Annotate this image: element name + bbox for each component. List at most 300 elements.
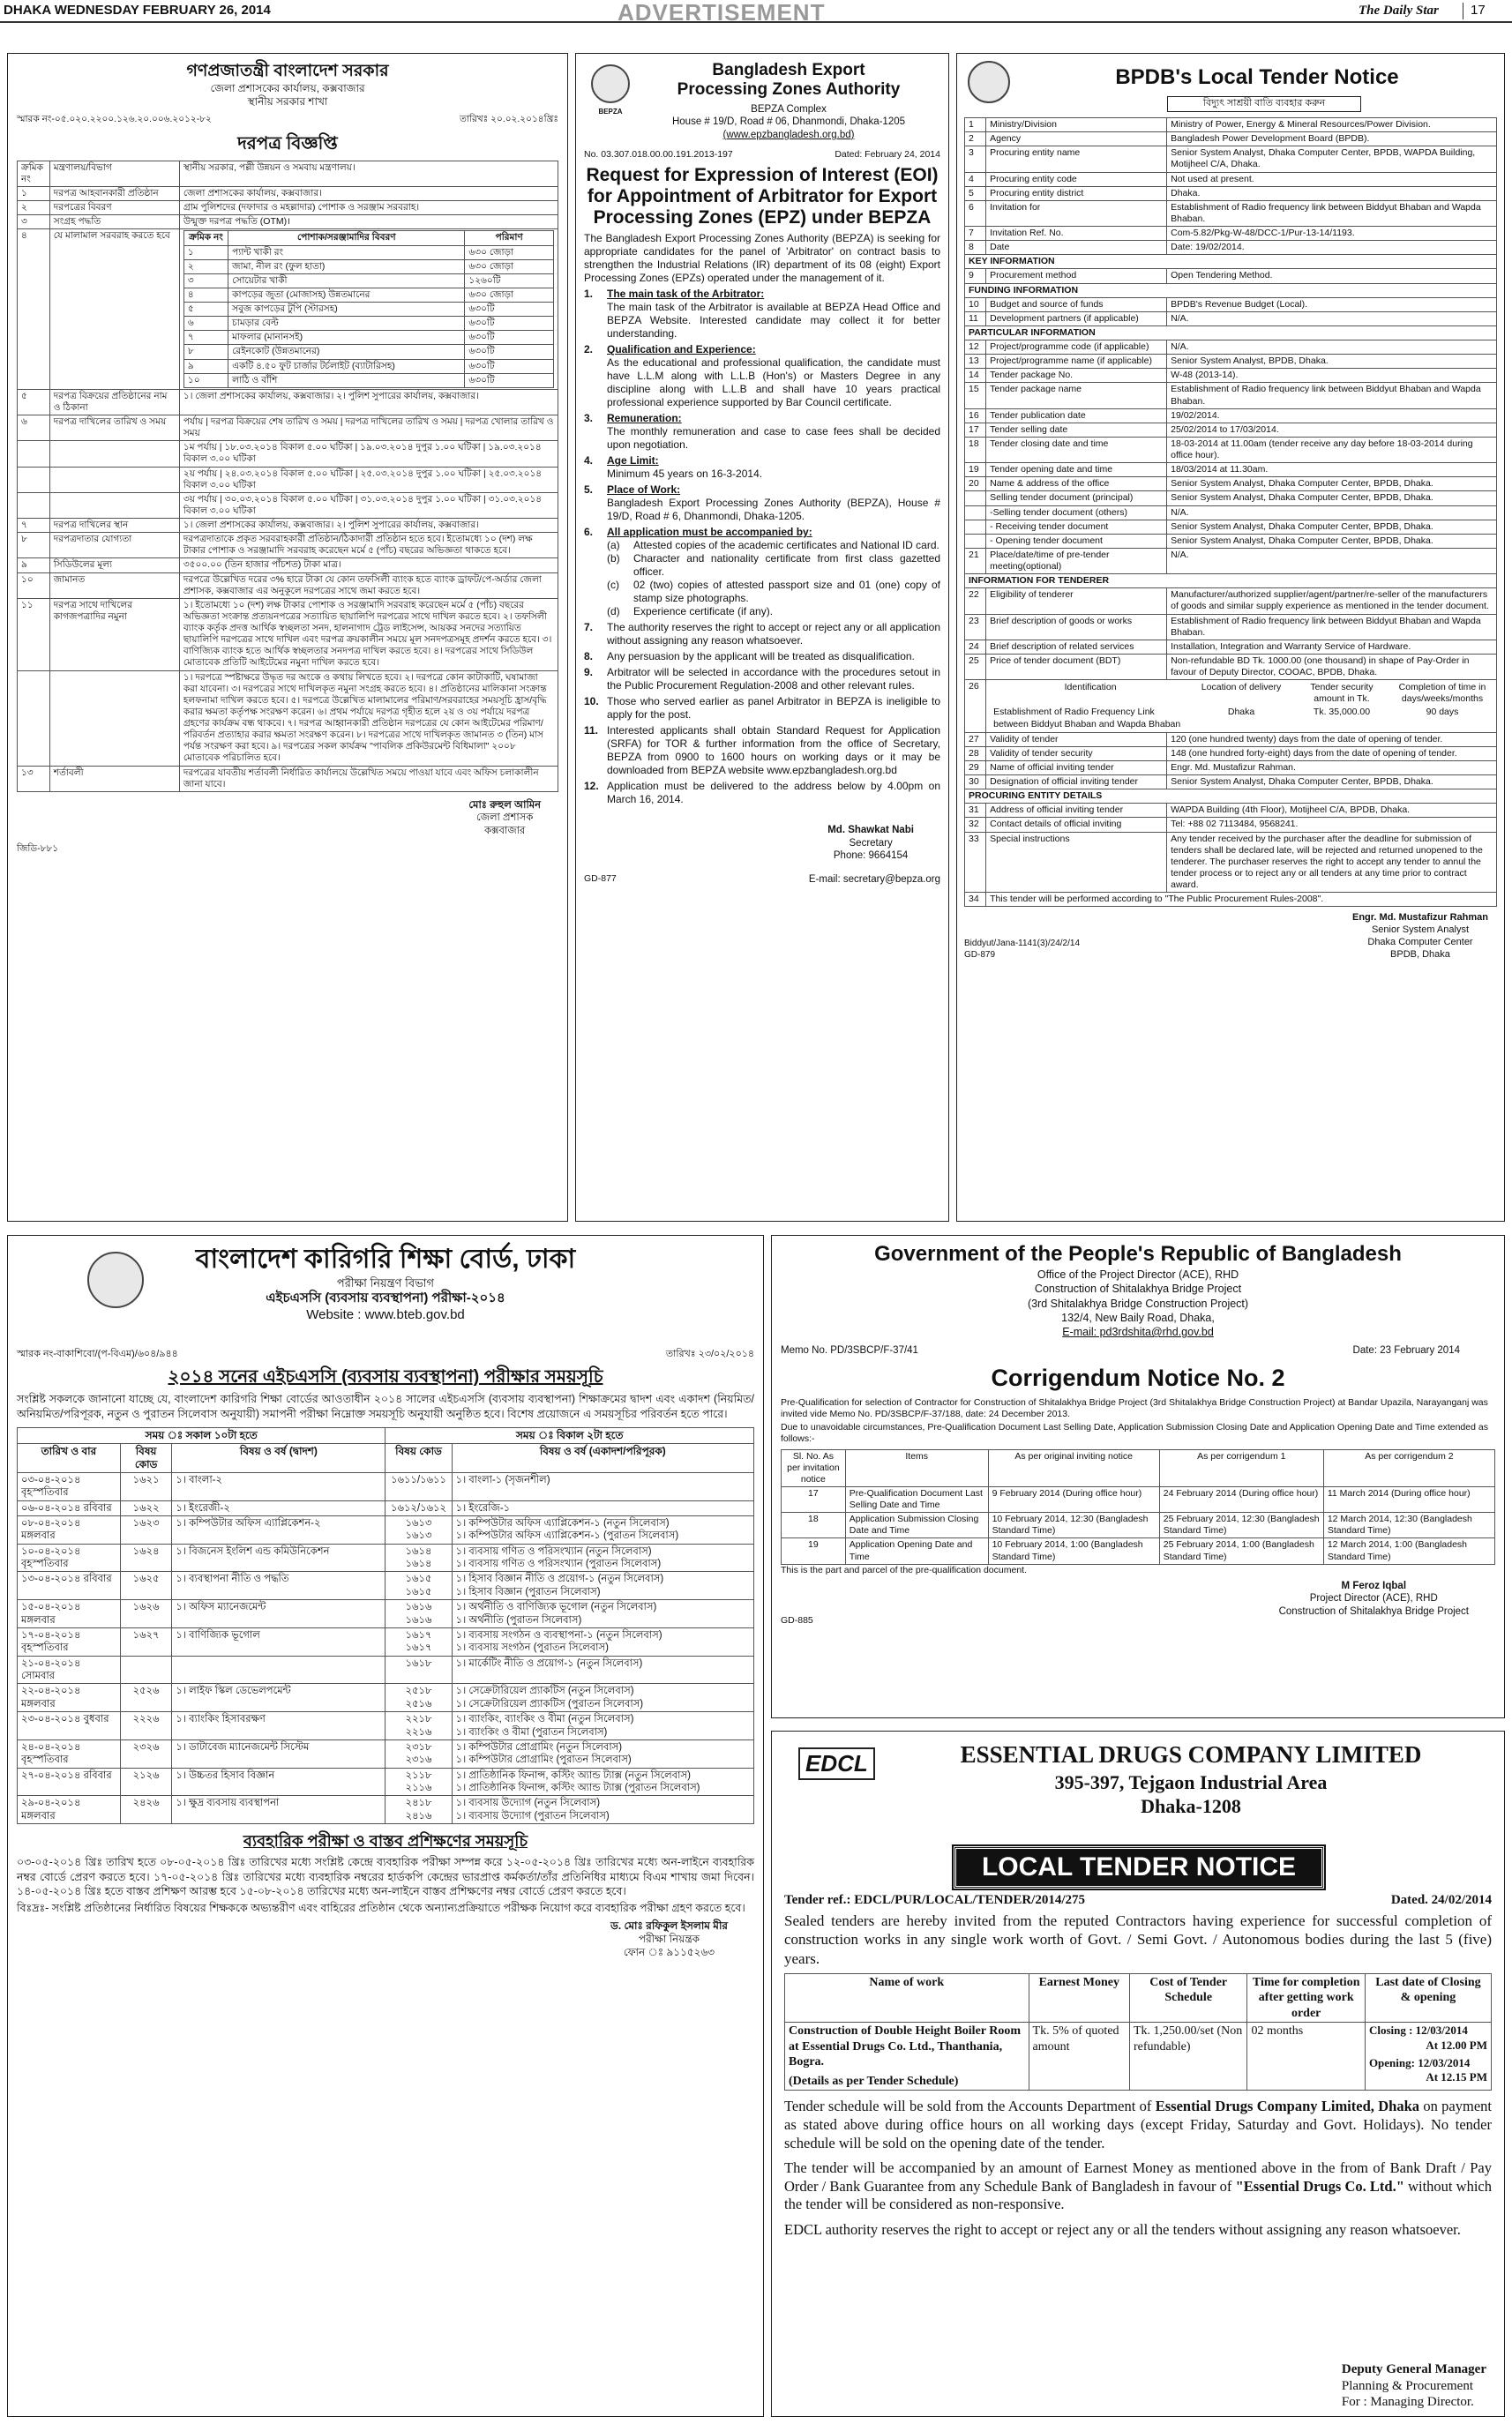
ad1-item-cell: রেইনকোট (উন্নতমানের) [228, 345, 465, 359]
ad5-row [782, 1513, 1495, 1538]
ad3-row [965, 534, 1497, 548]
ad3-cell-value: Senior System Analyst, BPDB, Dhaka. [1167, 355, 1497, 369]
ad5-cell: 18 [782, 1513, 846, 1538]
ad3-cell-value: N/A. [1167, 340, 1497, 355]
ad1-row [18, 598, 558, 670]
ad6-time: 02 months [1247, 2023, 1365, 2091]
ad3-title: BPDB's Local Tender Notice [1115, 65, 1399, 89]
ad3-cell-no: 34 [965, 893, 986, 907]
ad1-cell-label: দরপত্র সাথে দাখিলের কাগজপত্রাদির নমুনা [49, 598, 179, 670]
ad4-cell-line: ১। সেক্রেটারিয়েল প্র্যাকটিস (নতুন সিলেবাস) [455, 1686, 634, 1697]
ad2-item-body [607, 666, 940, 692]
ad4-web[interactable]: Website : www.bteb.gov.bd [306, 1306, 465, 1322]
ad4-cell-line: ১। কম্পিউটার প্রোগ্রামিং (পুরাতন সিলেবাস) [455, 1754, 632, 1766]
ad3-cell-value: 19/02/2014. [1167, 408, 1497, 423]
ad1-cell-label: দরপত্র বিক্রয়ের প্রতিষ্ঠানের নাম ও ঠিকানা [49, 389, 179, 415]
ad5-cell: Application Opening Date and Time [845, 1538, 988, 1564]
ad1-cell-label: শর্তাবলী [49, 766, 179, 791]
ad1-row [18, 492, 558, 518]
ad1-items-header: পোশাক/সরঞ্জামাদির বিবরণ [228, 231, 465, 245]
ad3-cell-no: 29 [965, 760, 986, 774]
ad2-item [584, 666, 940, 692]
ad3-cell-no: 2 [965, 132, 986, 146]
ad4-row [18, 1684, 754, 1712]
ad1-sub2: স্থানীয় সরকার শাখা [247, 94, 328, 108]
ad1-row [18, 670, 558, 766]
ad1-heading: দরপত্র বিজ্ঞপ্তি [237, 133, 338, 153]
ad1-item-cell: লাঠি ও বাঁশি [228, 373, 465, 387]
ad5-cell: 25 February 2014, 12:30 (Bangladesh Standard Time) [1159, 1513, 1323, 1538]
ad1-cell-label: দরপত্রের বিবরণ [49, 201, 179, 215]
ad6-s1: Planning & Procurement [1341, 2378, 1474, 2393]
ad4-cell-line: ১৬২৫ [132, 1574, 160, 1585]
ad1-item-row [183, 317, 553, 331]
page-header [0, 0, 1512, 26]
ad2-item-body [607, 526, 812, 539]
ad1-cell-value: ১ম পর্যায় | ১৮.০৩.২০১৪ বিকাল ৫.০০ ঘটিকা | ১৯.০৩.২০১৪ দুপুর ১.০০ ঘটিকা | ১৯.০৩.২০১৪ বিকাল ৩.০০ ঘটিকা [179, 441, 558, 467]
ad5-col-header: Sl. No. As per invitation notice [782, 1449, 846, 1486]
ad3-row [965, 118, 1497, 132]
ad1-cell-no: ৪ [18, 229, 50, 389]
ad1-row [18, 229, 558, 389]
ad3-cell-value: W-48 (2013-14). [1167, 369, 1497, 383]
ad6-earnest: Tk. 5% of quoted amount [1029, 2023, 1129, 2091]
ad1-row [18, 766, 558, 791]
ad4-cell [120, 1544, 171, 1572]
ad4-cell [172, 1600, 385, 1628]
ad4-cell [172, 1796, 385, 1824]
ad3-cell-label: Tender opening date and time [986, 463, 1167, 477]
ad4-cell [172, 1739, 385, 1768]
ad4-row [18, 1796, 754, 1824]
ad3-cell-no: 26 [965, 680, 986, 733]
ad1-cell-label: দরপত্র দাখিলের তারিখ ও সময় [49, 415, 179, 441]
ad3-cell-value: Ministry of Power, Energy & Mineral Resources/Power Division. [1167, 118, 1497, 132]
ad1-item-cell: সোয়েটার খাকী [228, 273, 465, 288]
ad1-cell-no: ১১ [18, 598, 50, 670]
ad3-cell-no: 18 [965, 437, 986, 462]
ad4-row [18, 1515, 754, 1544]
ad3-cell-value: Com-5.82/Pkg-W-48/DCC-1/Pur-13-14/1193. [1167, 227, 1497, 241]
ad5-memo: Memo No. PD/3SBCP/F-37/41 [781, 1345, 918, 1357]
ad3-cell-no: 33 [965, 832, 986, 893]
ad1-item-cell: একটি ৪.৫০ ফুট চার্জার টর্চলাইট (ব্যাটারিসহ) [228, 359, 465, 373]
ad4-cell [120, 1515, 171, 1544]
ad2-item-text: Application must be delivered to the address below by 4.00pm on March 16, 2014. [607, 780, 940, 806]
ad1-cell-value: ৩য় পর্যায় | ৩০.০৩.২০১৪ বিকাল ৫.০০ ঘটিকা | ৩১.০৩.২০১৪ দুপুর ১.০০ ঘটিকা | ৩১.০৩.২০১৪ বিকাল ৩.০০ ঘটিকা [179, 492, 558, 518]
ad1-item-cell: ১২৬০টি [465, 273, 554, 288]
ad4-cell-line: ১। উচ্চতর হিসাব বিজ্ঞান [176, 1769, 275, 1781]
ad2-item-body [607, 650, 915, 663]
ad1-item-cell: চামড়ার বেল্ট [228, 317, 465, 331]
ad4-sub2: এইচএসসি (ব্যবসায় ব্যবস্থাপনা) পরীক্ষা-২০১৪ [266, 1290, 505, 1306]
ad4-cell-line: ১৬১২/১৬১২ [391, 1502, 447, 1514]
ad2-item-body [607, 454, 762, 481]
ad2-subitem [584, 552, 940, 579]
bepza-logo-icon [591, 64, 630, 103]
ad6-col-earnest: Earnest Money [1029, 1973, 1129, 2023]
ad3-row [965, 818, 1497, 832]
ad2-item-text: The monthly remuneration and case to case fees shall be decided upon negotiation. [607, 425, 940, 452]
ad1-cell-value: দরপত্রদাতাকে প্রকৃত সরবরাহকারী প্রতিষ্ঠান/ঠিকাদারী প্রতিষ্ঠান হতে হবে। ইতোমধ্যে ১০ (দশ) লক্ষ টাকার পোশাক ও সরঞ্জামাদি সরবরাহ করেছেন মর্মে ৫ (পাঁচ) বছরের অভিজ্ঞতা থাকতে হবে। [179, 533, 558, 558]
ad4-cell [452, 1472, 753, 1500]
ad3-cell-label: This tender will be performed according to "The Public Procurement Rules-2008". [986, 893, 1497, 907]
ad4-row [18, 1712, 754, 1740]
ad1-sub1: জেলা প্রশাসকের কার্যালয়, কক্সবাজার [210, 81, 365, 94]
ad4-cell [452, 1656, 753, 1684]
ad4-cell [18, 1600, 121, 1628]
ad4-cell [172, 1500, 385, 1515]
ad3-row [965, 408, 1497, 423]
ad4-cell-line: ১। ডাটাবেজ ম্যানেজমেন্ট সিস্টেম [176, 1741, 310, 1753]
ad4-cell [18, 1684, 121, 1712]
ad4-cell [18, 1472, 121, 1500]
ad4-phone: ফোন ঃ ৯১১৫২৬৩ [623, 1946, 715, 1959]
ad4-cell-line: ১৬১৬ [405, 1614, 432, 1626]
ad4-cell-line: ২২-০৪-২০১৪ মঙ্গলবার [21, 1686, 81, 1710]
ad3-cell-value: Any tender received by the purchaser after the deadline for submission of tenders shall be declared late, will be rejected and returned unopened to the tenderer. The purchaser reserves the right to accept any tender to annul the tender process or to reject any or all tenders at any time prior to contract award. [1167, 832, 1497, 893]
ad3-row [965, 775, 1497, 789]
ad3-section-header: KEY INFORMATION [965, 255, 1497, 269]
ad3-row [965, 505, 1497, 520]
ad3-row [965, 463, 1497, 477]
ad1-item-cell: মাফলার (মানানসই) [228, 331, 465, 345]
ad2-item-number: 6. [584, 526, 594, 539]
header-dateline: DHAKA WEDNESDAY FEBRUARY 26, 2014 [4, 3, 271, 18]
ad5-cell: 24 February 2014 (During office hour) [1159, 1486, 1323, 1512]
ad4-cell-line: ১। প্রাতিষ্ঠানিক ফিনান্স, কস্টিং অ্যান্ড ট্যাক্স (পুরাতন সিলেবাস) [455, 1783, 700, 1793]
ad2-item-number: 8. [584, 650, 594, 663]
ad4-cell-line: ২১২৬ [132, 1769, 160, 1781]
ad6-p2: The tender will be accompanied by an amount of Earnest Money as mentioned above in the from of Bank Draft / Pay Order / Bank Guarantee from any Schedule Bank of Bangladesh in favour of "Essential Drugs Co. Ltd." without which the tender will be considered as non-responsive. [784, 2159, 1493, 2213]
ad4-cell-line: ০৬-০৪-২০১৪ রবিবার [21, 1502, 112, 1514]
ad2-item-number: 12. [584, 780, 599, 793]
ad4-intro: সংশ্লিষ্ট সকলকে জানানো যাচ্ছে যে, বাংলাদেশ কারিগরি শিক্ষা বোর্ডের আওতাধীন ২০১৪ সালের এইচএসসি (ব্যবসায় ব্যবস্থাপনা) শিক্ষাক্রমের দ্বাদশ এবং একাদশ (নিয়মিত/অনিয়মিত/পরিপূরক, নতুন ও পুরাতন সিলেবাস অনুযায়ী) সমাপনী পরীক্ষা নিম্নোক্ত সময়সূচি অনুযায়ী অনুষ্ঠিত হবে। বিশেষ প্রয়োজনে এ সময়সূচির পরিবর্তন হতে পারে। [17, 1393, 754, 1420]
ad4-row [18, 1572, 754, 1600]
ad3-tagline: বিদ্যুৎ সাশ্রয়ী বাতি ব্যবহার করুন [1167, 96, 1361, 112]
ad3-cell-label: Brief description of related services [986, 640, 1167, 654]
ad3-row [965, 227, 1497, 241]
ad3-cell-value: Senior System Analyst, Dhaka Computer Center, BPDB, Dhaka. [1167, 491, 1497, 505]
ad3-row [965, 311, 1497, 325]
ad1-title: গণপ্রজাতন্ত্রী বাংলাদেশ সরকার [186, 62, 389, 80]
ad4-cell [18, 1500, 121, 1515]
header-paper-name: The Daily Star [1359, 4, 1439, 18]
ad3-cell-label: Selling tender document (principal) [986, 491, 1167, 505]
ad4-cell-line: ১৬১৬ [405, 1602, 432, 1613]
ad1-item-cell: জামা, নীল রং (ফুল হাতা) [228, 259, 465, 273]
ad2-item-body [607, 483, 940, 523]
ad3-row [965, 832, 1497, 893]
ad4-cell [120, 1768, 171, 1796]
ad3-cell-label: Procuring entity district [986, 186, 1167, 200]
ad1-item-cell: ৭ [183, 331, 228, 345]
ad1-memo: স্মারক নং-০৫.০২০.২২০০.১২৬.২০.০০৬.২০১২-৮২ [17, 113, 212, 124]
ad3-row [965, 186, 1497, 200]
ad3-cell-no: 13 [965, 355, 986, 369]
ad4-cell-line: ১৬১৭ [405, 1629, 432, 1641]
ad2-title2: Processing Zones Authority [677, 79, 901, 99]
ad5-cell: 12 March 2014, 1:00 (Bangladesh Standard Time) [1323, 1538, 1494, 1564]
ad3-cell-label: Place/date/time of pre-tender meeting(optional) [986, 548, 1167, 573]
ad4-cell-line: ২৪১৬ [405, 1810, 432, 1822]
ad5-cell: 12 March 2014, 12:30 (Bangladesh Standard Time) [1323, 1513, 1494, 1538]
ad3-cell-value: N/A. [1167, 548, 1497, 573]
ad3-row [965, 804, 1497, 818]
ad4-cell [120, 1600, 171, 1628]
ad4-cell [385, 1656, 452, 1684]
ad3-row [965, 340, 1497, 355]
ad3-section-header: PARTICULAR INFORMATION [965, 325, 1497, 340]
ad4-cell [385, 1796, 452, 1824]
ad1-item-cell: ৬৩০ জোড়া [465, 259, 554, 273]
ad1-cell-value: পর্যায় | দরপত্র বিক্রয়ের শেষ তারিখ ও সময় | দরপত্র দাখিলের তারিখ ও সময় | দরপত্র খোলার তারিখ ও সময় [179, 415, 558, 441]
ad4-cell [120, 1796, 171, 1824]
ad4-table [17, 1427, 754, 1824]
ad5-footnote: This is the part and parcel of the pre-qualification document. [781, 1564, 1027, 1575]
ad1-row [18, 161, 558, 186]
ad1-cell-label: সংগ্রহ পদ্ধতি [49, 215, 179, 229]
ad5-cell: 19 [782, 1538, 846, 1564]
ad6-col-cost: Cost of Tender Schedule [1129, 1973, 1246, 2023]
ad3-row [965, 893, 1497, 907]
ad4-cell [18, 1627, 121, 1656]
ad3-cell-no: 20 [965, 477, 986, 491]
ad4-cell-line: ১৬২২ [132, 1502, 160, 1514]
ad3-section-header: INFORMATION FOR TENDERER [965, 574, 1497, 588]
ad5-table [781, 1449, 1495, 1565]
ad4-cell-line: ১৬১৩ [405, 1517, 432, 1529]
ad1-item-row [183, 273, 553, 288]
ad1-cell-no: ৯ [18, 558, 50, 572]
ad3-s1: Senior System Analyst [1371, 924, 1470, 935]
ad1-cell-value: জেলা প্রশাসকের কার্যালয়, কক্সবাজার। [179, 187, 558, 201]
ad1-item-cell: ৬৩০টি [465, 331, 554, 345]
ad1-cell-value: ২য় পর্যায় | ২৪.০৩.২০১৪ বিকাল ৫.০০ ঘটিকা | ২৫.০৩.২০১৪ দুপুর ১.০০ ঘটিকা | ২৫.০৩.২০১৪ বিকাল ৩.০০ ঘটিকা [179, 467, 558, 492]
ad1-cell-value: ১। ইতোমধ্যে ১০ (দশ) লক্ষ টাকার পোশাক ও সরঞ্জামাদি সরবরাহ করেছেন মর্মে ৫ (পাঁচ) বছরের অভিজ্ঞতা সংক্রান্ত প্রত্যয়নপত্রের সত্যায়িত ছায়ালিপি দরপত্রের সাথে দাখিল করতে হবে। ২। তফসিলী ব্যাংক কর্তৃক প্রদত্ত আর্থিক স্বচ্ছলতা সনদ, হালনাগাদ ট্রেড লাইসেন্স, আয়কর সনদের সত্যায়িত ছায়ালিপি দরপত্রের সাথে দাখিল এবং দরপত্র ক্রয়কালীন সময়ে মূল সনদপত্রসমূহ প্রদর্শন করতে হবে। ৩। বাণিজ্যিক ব্যাংক হতে আর্থিক স্বচ্ছলতার সনদপত্র দাখিল করতে হবে। ৪। দরপত্রের সাথে সিডিউল মোতাবেক প্রতিটি আইটেমের নমুনা দাখিল করতে হবে। [179, 598, 558, 670]
ad2-item [584, 695, 940, 722]
ad4-cell-line: ১। অফিস ম্যানেজমেন্ট [176, 1602, 266, 1613]
ad4-cell [385, 1627, 452, 1656]
ad3-r26-head [990, 681, 1493, 706]
ad4-cell-line: ১। ব্যবস্থাপনা নীতি ও পদ্ধতি [176, 1574, 289, 1585]
ad2-subitem-text: Character and nationality certificate from first class gazetted officer. [633, 552, 940, 579]
ad2-item-text: Arbitrator will be selected in accordance with the procedures setout in the Public Procurement Regulation-2008 and other relevant rules. [607, 666, 940, 692]
ad4-cell [452, 1739, 753, 1768]
ad3-row [965, 241, 1497, 255]
ad3-cell-value: Establishment of Radio frequency link between Biddyut Bhaban and Wapda Bhaban. [1167, 200, 1497, 226]
ad1-row [18, 519, 558, 533]
ad2-subitem-text: 02 (two) copies of attested passport size and 01 (one) copy of stamp size photographs. [633, 579, 940, 605]
ad5-email[interactable]: E-mail: pd3rdshita@rhd.gov.bd [1062, 1326, 1214, 1338]
ad4-row [18, 1656, 754, 1684]
ad5-cell: 25 February 2014, 1:00 (Bangladesh Standard Time) [1159, 1538, 1323, 1564]
ad4-cell-line: ১। হিসাব বিজ্ঞান (পুরাতন সিলেবাস) [455, 1586, 601, 1597]
ad6-p1: Tender schedule will be sold from the Accounts Department of Essential Drugs Company Limited, Dhaka on payment as stated above during office hours on all working days (except Friday, Saturday and Govt. Holidays). No tender schedule will be sold on the opening date of the tender. [784, 2098, 1492, 2151]
ad3-row [965, 574, 1497, 588]
ad4-cell-line: ১। হিসাব বিজ্ঞান নীতি ও প্রয়োগ-১ (নতুন সিলেবাস) [455, 1574, 664, 1585]
ad6-addr2: Dhaka-1208 [1141, 1795, 1241, 1818]
ad3-cell-value: Establishment of Radio frequency link between Biddyut Bhaban and Wapda Bhaban. [1167, 383, 1497, 408]
ad4-row [18, 1500, 754, 1515]
ad4-cell-line: ১। ব্যাংকিং হিসাবরক্ষণ [176, 1714, 266, 1725]
ad2-item [584, 780, 940, 806]
ad4-cell [172, 1515, 385, 1544]
ad2-addr2: House # 19/D, Road # 06, Dhanmondi, Dhaka-1205 [671, 116, 906, 128]
ad2-web[interactable]: (www.epzbangladesh.org.bd) [722, 129, 855, 140]
ad2-item [584, 454, 940, 481]
ad6-opening-time: At 12.15 PM [1426, 2070, 1487, 2084]
ad5-cell: Pre-Qualification Document Last Selling Date and Time [845, 1486, 988, 1512]
ad3-row-26 [965, 680, 1497, 733]
ad1-cell-label [49, 670, 179, 766]
ad4-cell-line: ১০-০৪-২০১৪ বৃহস্পতিবার [21, 1545, 81, 1569]
ad-bpdb [956, 53, 1505, 1222]
ad1-items-cell [179, 229, 558, 389]
ad1-item-row [183, 345, 553, 359]
ad4-cell [172, 1656, 385, 1684]
ad1-item-cell: ৬৩০টি [465, 359, 554, 373]
ad6-cost: Tk. 1,250.00/set (Non refundable) [1129, 2023, 1246, 2091]
ad4-signer-title: পরীক্ষা নিয়ন্ত্রক [638, 1933, 700, 1946]
ad4-cell [452, 1796, 753, 1824]
ad1-item-cell: ৩ [183, 273, 228, 288]
ad4-title: বাংলাদেশ কারিগরি শিক্ষা বোর্ড, ঢাকা [195, 1245, 576, 1274]
ad3-cell-no: 32 [965, 818, 986, 832]
ad4-cell-line: ২৪২৬ [132, 1798, 160, 1809]
ad3-section-header: FUNDING INFORMATION [965, 283, 1497, 297]
ad5-row [782, 1486, 1495, 1512]
ad5-cell: 10 February 2014, 12:30 (Bangladesh Standard Time) [988, 1513, 1159, 1538]
ad4-sub1: পরীক্ষা নিয়ন্ত্রণ বিভাগ [336, 1276, 435, 1290]
ad4-cell-line: ১। ব্যবসায় গণিত ও পরিসংখ্যান (নতুন সিলেবাস) [455, 1545, 652, 1557]
ad1-item-cell: ৪ [183, 288, 228, 302]
ad2-subitem-label: (c) [607, 579, 619, 592]
ad1-item-cell: ৬৩০টি [465, 345, 554, 359]
ad3-cell-label: - Opening tender document [986, 534, 1167, 548]
ad3-cell-label: Project/programme code (if applicable) [986, 340, 1167, 355]
ad3-cell-no: 16 [965, 408, 986, 423]
ad1-cell-label: দরপত্র দাখিলের স্থান [49, 519, 179, 533]
ad4-cell [18, 1739, 121, 1768]
ad4-cell-line: ২৩২৬ [132, 1741, 160, 1753]
ad4-row [18, 1768, 754, 1796]
ad4-cell-line: ১৬১১/১৬১১ [391, 1474, 446, 1485]
ad1-cell-label: যে মালামাল সরবরাহ করতে হবে [49, 229, 179, 389]
ad4-para: ০৩-০৫-২০১৪ খ্রিঃ তারিখ হতে ০৮-০৫-২০১৪ খ্রিঃ তারিখের মধ্যে সংশ্লিষ্ট কেন্দ্রে ব্যবহারিক পরীক্ষা সম্পন্ন করে ১২-০৫-২০১৪ খ্রিঃ তারিখের মধ্যে অন-লাইনে ব্যবহারিক নম্বর বোর্ডে প্রেরণ করতে হবে। ১৭-০৫-২০১৪ খ্রিঃ তারিখের মধ্যে ব্যবহারিক নম্বরের হার্ডকপি কেন্দ্রের ভারপ্রাপ্ত কর্মকর্তা/তাঁর প্রতিনিধির মাধ্যমে বিএম শাখায় জমা দিবেন। ১৪-০৫-২০১৪ খ্রিঃ হতে বাস্তব প্রশিক্ষণ আরম্ভ হবে ১৫-০৮-২০১৪ তারিখের মধ্যে অন-লাইনে বাস্তব প্রশিক্ষণের নম্বর বোর্ডে প্রেরণ করতে হবে। [17, 1855, 754, 1898]
ad3-row [965, 269, 1497, 283]
ad3-cell-label: Validity of tender [986, 732, 1167, 746]
ad1-row [18, 215, 558, 229]
ad-dc-coxsbazar [7, 53, 568, 1222]
ad4-cell-line: ২৭-০৪-২০১৪ রবিবার [21, 1769, 112, 1781]
ad3-cell-label: Procurement method [986, 269, 1167, 283]
ad4-cell [120, 1656, 171, 1684]
ad4-cell-line: ১৬১৩ [405, 1530, 432, 1542]
ad3-cell-value: 18-03-2014 at 11.00am (tender receive any day before 18-03-2014 during office hour). [1167, 437, 1497, 462]
ad3-row [965, 614, 1497, 640]
ad3-cell-value: N/A. [1167, 311, 1497, 325]
ad3-cell-no: 8 [965, 241, 986, 255]
ad4-cell [452, 1500, 753, 1515]
ad4-cell-line: ১। ইংরেজি-১ [455, 1502, 511, 1514]
ad3-cell-label: Project/programme name (if applicable) [986, 355, 1167, 369]
ad2-item-heading: Place of Work: [607, 483, 681, 497]
ad4-cell-line: ২৪১৮ [405, 1798, 432, 1809]
ad3-row [965, 437, 1497, 462]
ad1-item-row [183, 373, 553, 387]
bpdb-logo [968, 61, 1010, 108]
ad1-cell-no [18, 467, 50, 492]
ad6-closing: Closing : 12/03/2014 [1368, 2024, 1468, 2038]
ad2-subitem [584, 539, 940, 552]
ad4-cell [18, 1572, 121, 1600]
ad3-cell-value: Dhaka. [1167, 186, 1497, 200]
ad3-cell-no: 5 [965, 186, 986, 200]
ad6-dated: Dated. 24/02/2014 [1390, 1893, 1492, 1907]
ad1-row [18, 389, 558, 415]
ad2-item-text: Bangladesh Export Processing Zones Authority (BEPZA), House # 19/D, Road # 6, Dhanmondi, Dhaka-1205. [607, 497, 940, 523]
ad1-cell-value: গ্রাম পুলিশদের (দফাদার ও মহল্লাদার) পোশাক ও সরঞ্জাম সরবরাহ। [179, 201, 558, 215]
ad3-cell-no: 23 [965, 614, 986, 640]
ad4-cell [385, 1739, 452, 1768]
ad2-item-text: The main task of the Arbitrator is available at BEPZA Head Office and BEPZA Website. Interested candidate may collect it for better understanding. [607, 301, 940, 340]
ad1-items-header: ক্রমিক নং [183, 231, 228, 245]
ad3-cell-no [965, 534, 986, 548]
header-page-number: 17 [1463, 3, 1486, 19]
ad1-item-row [183, 288, 553, 302]
ad4-cell-line: ১। ব্যাংকিং, ব্যাংকিং ও বীমা (নতুন সিলেবাস) [455, 1714, 634, 1725]
ad3-cell-label: Invitation Ref. No. [986, 227, 1167, 241]
ad4-cell-line: ১। অর্থনীতি ও বাণিজ্যিক ভূগোল (নতুন সিলেবাস) [455, 1602, 657, 1613]
ad1-cell-label [49, 467, 179, 492]
ad3-cell-value: Not used at present. [1167, 172, 1497, 186]
ad3-row [965, 732, 1497, 746]
ad2-no: No. 03.307.018.00.00.191.2013-197 [584, 149, 733, 160]
ad3-r26-header: Location of delivery [1201, 682, 1282, 693]
ad3-cell-no: 6 [965, 200, 986, 226]
ad2-item [584, 288, 940, 340]
ad3-cell-label: Tender package name [986, 383, 1167, 408]
ad3-cell-no: 31 [965, 804, 986, 818]
ad1-cell-no: ১০ [18, 572, 50, 598]
ad3-cell-label: Tender closing date and time [986, 437, 1167, 462]
ad5-code: GD-885 [781, 1614, 813, 1626]
ad1-item-cell: প্যান্ট খাকী রং [228, 245, 465, 259]
ad2-intro: The Bangladesh Export Processing Zones Authority (BEPZA) is seeking for appropriate candidates for the panel of 'Arbitrator' on contract basis to strengthen the Industrial Relations (IR) department of its 08 (eight) Export Processing Zones (EPZs) operated under the management of it. [584, 232, 940, 285]
ad4-cell-line: ২৫১৮ [405, 1686, 432, 1697]
ad5-col-header: As per original inviting notice [988, 1449, 1159, 1486]
ad3-cell-value: BPDB's Revenue Budget (Local). [1167, 297, 1497, 311]
ad3-cell-label: Development partners (if applicable) [986, 311, 1167, 325]
ad2-item-heading: The main task of the Arbitrator: [607, 288, 765, 301]
ad3-cell-no: 11 [965, 311, 986, 325]
ad1-item-cell: সবুজ কাপড়ের টুপি (স্টারসহ) [228, 303, 465, 317]
ad4-cell [120, 1739, 171, 1768]
ad3-signer: Engr. Md. Mustafizur Rahman [1351, 912, 1488, 924]
ad1-cell-value: উন্মুক্ত দরপত্র পদ্ধতি (OTM)। [179, 215, 558, 229]
ad5-s1: Project Director (ACE), RHD [1309, 1593, 1438, 1605]
ad1-cell-value: ১। দরপত্রে স্পষ্টাক্ষরে উদ্ধৃত দর অংকে ও কথায় লিখতে হবে। ২। দরপত্রে কোন কাটাকাটি, ঘষামাজা করা যাবেনা। ৩। দরপত্রের সাথে দাখিলকৃত নমুনা সংগ্রহ করতে হবে। ৪। প্রতিষ্ঠানের মালিকানা সংক্রান্ত হলফনামা দাখিল করতে হবে। ৫। দরপত্রে উল্লেখিত মালামালের পরিমাণ/সরবরাহের সময়সূচি হ্রাস/বৃদ্ধি করার ক্ষমতা কর্তৃপক্ষ সংরক্ষণ করেন। ৬। প্রথম পর্যায়ে দরপত্র গৃহীত হলে ২য় ও ৩য় পর্যায়ে দরপত্র গ্রহণের কার্যক্রম বন্ধ থাকবে। ৭। দরপত্র আহ্বানকারী প্রতিষ্ঠান দরপত্রের যে কোন আইটেমের পরিমাণ/পরিবর্তন প্রত্যাহার করার ক্ষমতা সংরক্ষণ করেন। ৮। দরপত্রের সাথে দাখিলকৃত জামানত ৩ (তিন) মাস পর্যন্ত সংরক্ষণ করা হবে। ৯। দরপত্রের সকল কার্যক্রম "পাবলিক প্রকিউরমেন্ট বিধিমালা" ২০০৮ মোতাবেক পরিচালিত হবে। [179, 670, 558, 766]
ad4-cell [120, 1684, 171, 1712]
ad1-cell-label: দরপত্র আহবানকারী প্রতিষ্ঠান [49, 187, 179, 201]
ad6-addr1: 395-397, Tejgaon Industrial Area [1054, 1770, 1328, 1793]
ad4-cell-line: ২২১৮ [405, 1714, 432, 1725]
ad3-cell-label: Tender selling date [986, 423, 1167, 437]
ad1-cell-label: দরপত্রদাতার যোগ্যতা [49, 533, 179, 558]
ad4-cell [385, 1768, 452, 1796]
ad3-cell-value: Installation, Integration and Warranty Service of Hardware. [1167, 640, 1497, 654]
